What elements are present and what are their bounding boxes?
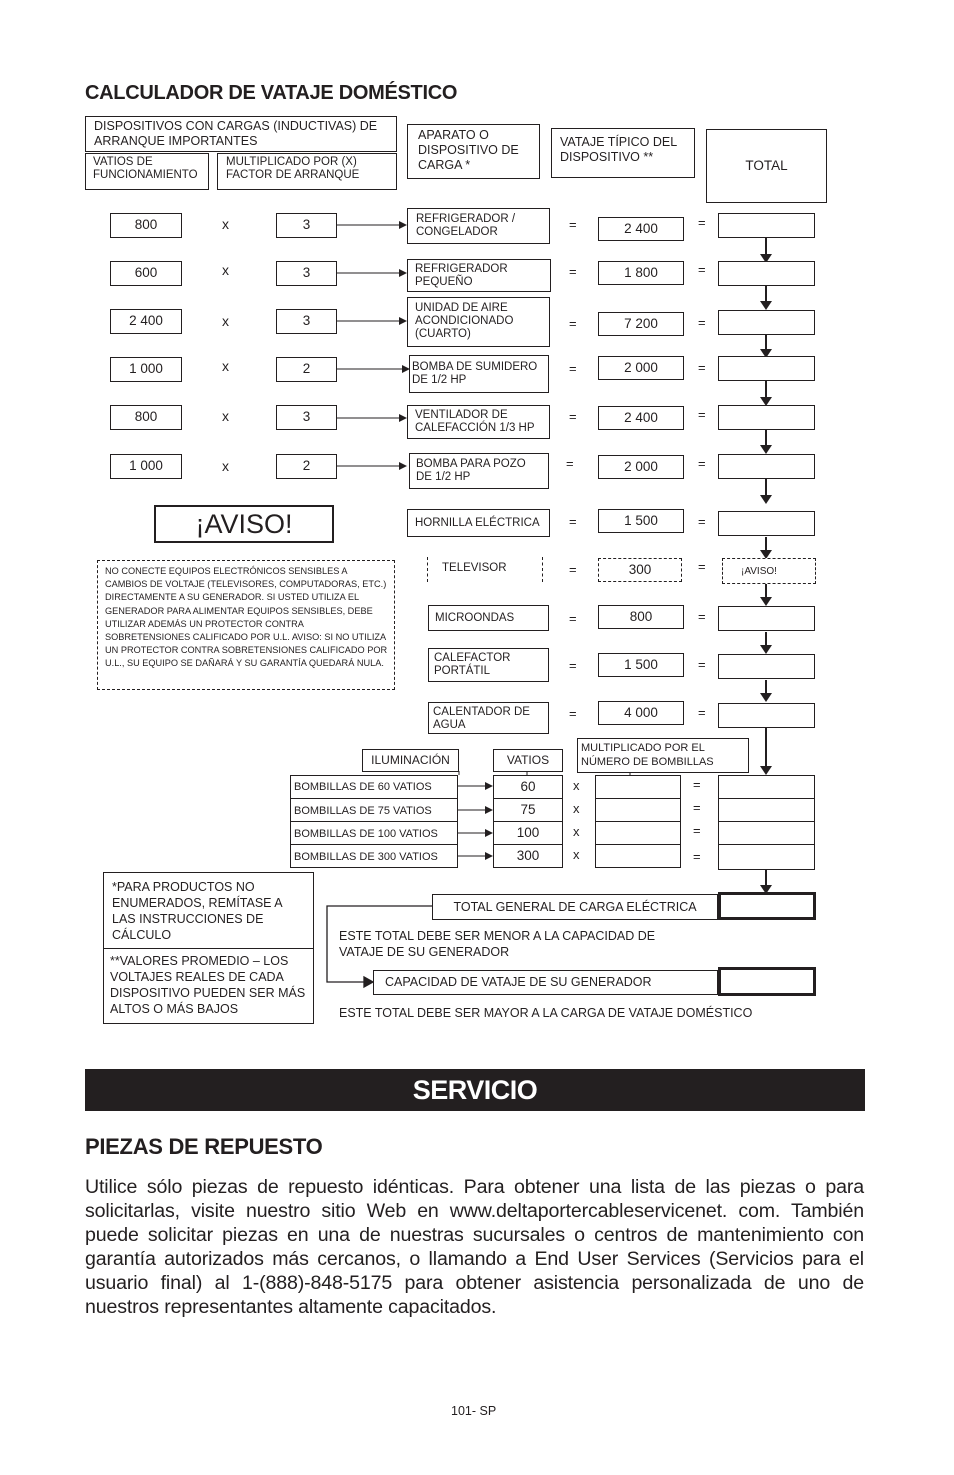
note-unlisted-products: *PARA PRODUCTOS NO ENUMERADOS, REMÍTASE A LAS INSTRUCCIONES DE CÁLCULO	[103, 872, 314, 949]
start-factor-value: 3	[276, 405, 337, 430]
equals-sign: =	[569, 562, 577, 577]
multiply-sign: x	[222, 216, 229, 232]
start-factor-value: 3	[276, 213, 337, 238]
device-label: BOMBA PARA POZO DE 1/2 HP	[409, 453, 549, 489]
multiply-sign: x	[222, 408, 229, 424]
equals-sign: =	[698, 609, 706, 624]
grand-total-field[interactable]	[718, 892, 816, 920]
warning-title: ¡AVISO!	[154, 505, 334, 543]
parts-body: Utilice sólo piezas de repuesto idénticas. Para obtener una lista de las piezas o para solicitarlas, visite nuestro sitio Web en www.deltaportercableservicenet. com. También puede solicitar piezas en una de nuestras sucursales o centros de mantenimiento con garantía autorizados más cercanos, o llamando a End User Services (Servicios para el usuario final) al 1-(888)-848-5175 para obtener asistencia personalizada de uno de nuestros representantes altamente capacitados.	[85, 1176, 864, 1318]
start-factor-value: 2	[276, 357, 337, 382]
equals-sign: =	[698, 559, 706, 574]
equals-sign: =	[698, 315, 706, 330]
running-watts-value: 2 400	[110, 309, 182, 334]
equals-sign: =	[569, 316, 577, 331]
typical-watts-value: 1 500	[598, 653, 684, 677]
bulb-watts: 60	[493, 775, 563, 799]
total-field[interactable]	[718, 310, 815, 335]
running-watts-value: 600	[110, 261, 182, 286]
header-running-watts: VATIOS DE FUNCIONAMIENTO	[85, 153, 209, 190]
typical-watts-value: 300	[598, 558, 682, 582]
total-field[interactable]	[718, 654, 815, 679]
lighting-label: ILUMINACIÓN	[362, 749, 459, 772]
typical-watts-value: 800	[598, 605, 684, 629]
multiply-sign: x	[573, 801, 580, 816]
typical-watts-value: 2 000	[598, 455, 684, 479]
multiply-sign: x	[573, 778, 580, 793]
bulb-count-field[interactable]	[595, 844, 681, 868]
note-average-values: **VALORES PROMEDIO – LOS VOLTAJES REALES DE CADA DISPOSITIVO PUEDEN SER MÁS ALTOS O MÁS BAJOS	[103, 948, 314, 1024]
multiply-sign: x	[222, 262, 229, 278]
multiply-sign: x	[573, 847, 580, 862]
typical-watts-value: 2 400	[598, 406, 684, 430]
total-field[interactable]	[718, 844, 815, 870]
total-field[interactable]	[718, 405, 815, 430]
capacity-label: CAPACIDAD DE VATAJE DE SU GENERADOR	[373, 970, 718, 995]
service-banner-title: SERVICIO	[412, 1075, 538, 1105]
equals-sign: =	[698, 262, 706, 277]
parts-heading: PIEZAS DE REPUESTO	[85, 1134, 323, 1159]
equals-sign: =	[698, 657, 706, 672]
equals-sign: =	[693, 823, 701, 838]
equals-sign: =	[569, 264, 577, 279]
device-label: HORNILLA ELÉCTRICA	[407, 509, 550, 537]
equals-sign: =	[698, 456, 706, 471]
typical-watts-value: 7 200	[598, 312, 684, 336]
total-field[interactable]	[718, 821, 815, 845]
page-number: 101- SP	[451, 1404, 497, 1418]
device-label: CALENTADOR DE AGUA	[428, 702, 549, 734]
equals-sign: =	[569, 658, 577, 673]
capacity-field[interactable]	[718, 967, 816, 996]
calculator-title: CALCULADOR DE VATAJE DOMÉSTICO	[85, 82, 458, 104]
device-label: UNIDAD DE AIRE ACONDICIONADO (CUARTO)	[407, 297, 550, 347]
warning-text: NO CONECTE EQUIPOS ELECTRÓNICOS SENSIBLES A CAMBIOS DE VOLTAJE (TELEVISORES, COMPUTADORAS, ETC.) DIRECTAMENTE A SU GENERADOR. SI USTED UTILIZA EL GENERADOR PARA ALIMENTAR EQUIPOS SENSIBLES, DEBE UTILIZAR ADEMÁS UN PROTECTOR CONTRA SOBRETENSIONES CALIFICADO POR U.L. AVISO: SI NO UTILIZA UN PROTECTOR CONTRA SOBRETENSIONES CALIFICADO POR U.L., SU EQUIPO SE DAÑARÁ Y SU GARANTÍA QUEDARÁ NULA.	[97, 560, 395, 690]
less-than-note: ESTE TOTAL DEBE SER MENOR A LA CAPACIDAD DE VATAJE DE SU GENERADOR	[339, 929, 656, 959]
multiply-sign: x	[573, 824, 580, 839]
total-field[interactable]	[718, 606, 815, 631]
equals-sign: =	[569, 706, 577, 721]
total-field[interactable]	[718, 798, 815, 822]
total-field[interactable]	[718, 775, 815, 799]
equals-sign: =	[566, 456, 574, 471]
header-total: TOTAL	[706, 129, 827, 203]
typical-watts-value: 1 500	[598, 509, 684, 533]
running-watts-value: 1 000	[110, 357, 182, 382]
device-label: REFRIGERADOR PEQUEÑO	[407, 259, 551, 292]
device-label: CALEFACTOR PORTÁTIL	[428, 648, 549, 682]
bulb-count-field[interactable]	[595, 821, 681, 845]
multiply-sign: x	[222, 313, 229, 329]
lighting-watts-label: VATIOS	[493, 749, 563, 772]
running-watts-value: 800	[110, 405, 182, 430]
device-label: MICROONDAS	[428, 605, 549, 631]
lighting-multiplier-label: MULTIPLICADO POR EL NÚMERO DE BOMBILLAS	[577, 738, 749, 773]
typical-watts-value: 1 800	[598, 261, 684, 285]
multiply-sign: x	[222, 358, 229, 374]
bulb-label: BOMBILLAS DE 75 VATIOS	[290, 798, 458, 822]
typical-watts-value: 2 400	[598, 217, 684, 241]
multiply-sign: x	[222, 458, 229, 474]
equals-sign: =	[698, 407, 706, 422]
start-factor-value: 3	[276, 261, 337, 286]
start-factor-value: 3	[276, 309, 337, 334]
device-label: TELEVISOR	[427, 557, 543, 582]
typical-watts-value: 2 000	[598, 356, 684, 380]
equals-sign: =	[693, 777, 701, 792]
device-label: VENTILADOR DE CALEFACCIÓN 1/3 HP	[407, 405, 550, 439]
equals-sign: =	[569, 409, 577, 424]
running-watts-value: 1 000	[110, 454, 182, 479]
equals-sign: =	[693, 849, 701, 864]
header-typical-watts: VATAJE TÍPICO DEL DISPOSITIVO **	[551, 128, 695, 178]
bulb-label: BOMBILLAS DE 300 VATIOS	[290, 844, 458, 868]
header-inductive: DISPOSITIVOS CON CARGAS (INDUCTIVAS) DE ARRANQUE IMPORTANTES	[85, 116, 397, 152]
header-appliance: APARATO O DISPOSITIVO DE CARGA *	[407, 124, 540, 179]
equals-sign: =	[693, 800, 701, 815]
equals-sign: =	[569, 514, 577, 529]
bulb-watts: 300	[493, 844, 563, 868]
bulb-label: BOMBILLAS DE 100 VATIOS	[290, 821, 458, 845]
equals-sign: =	[569, 611, 577, 626]
equals-sign: =	[569, 217, 577, 232]
start-factor-value: 2	[276, 454, 337, 479]
equals-sign: =	[698, 215, 706, 230]
bulb-watts: 100	[493, 821, 563, 845]
equals-sign: =	[569, 361, 577, 376]
total-field[interactable]	[718, 703, 815, 728]
greater-than-note: ESTE TOTAL DEBE SER MAYOR A LA CARGA DE VATAJE DOMÉSTICO	[339, 1006, 753, 1020]
equals-sign: =	[698, 705, 706, 720]
total-field[interactable]	[718, 511, 815, 536]
equals-sign: =	[698, 360, 706, 375]
bulb-watts: 75	[493, 798, 563, 822]
bulb-label: BOMBILLAS DE 60 VATIOS	[290, 775, 458, 799]
total-field[interactable]	[718, 356, 815, 381]
header-multiplier: MULTIPLICADO POR (X) FACTOR DE ARRANQUE	[217, 153, 397, 190]
bulb-count-field[interactable]	[595, 775, 681, 799]
total-field[interactable]	[718, 261, 815, 286]
device-label: BOMBA DE SUMIDERO DE 1/2 HP	[409, 355, 549, 393]
typical-watts-value: 4 000	[598, 701, 684, 725]
equals-sign: =	[698, 514, 706, 529]
running-watts-value: 800	[110, 213, 182, 238]
bulb-count-field[interactable]	[595, 798, 681, 822]
total-field[interactable]	[718, 213, 815, 238]
total-field[interactable]	[718, 454, 815, 479]
device-label: REFRIGERADOR / CONGELADOR	[407, 208, 550, 244]
total-warning-field: ¡AVISO!	[722, 558, 816, 584]
grand-total-label: TOTAL GENERAL DE CARGA ELÉCTRICA	[432, 894, 718, 920]
